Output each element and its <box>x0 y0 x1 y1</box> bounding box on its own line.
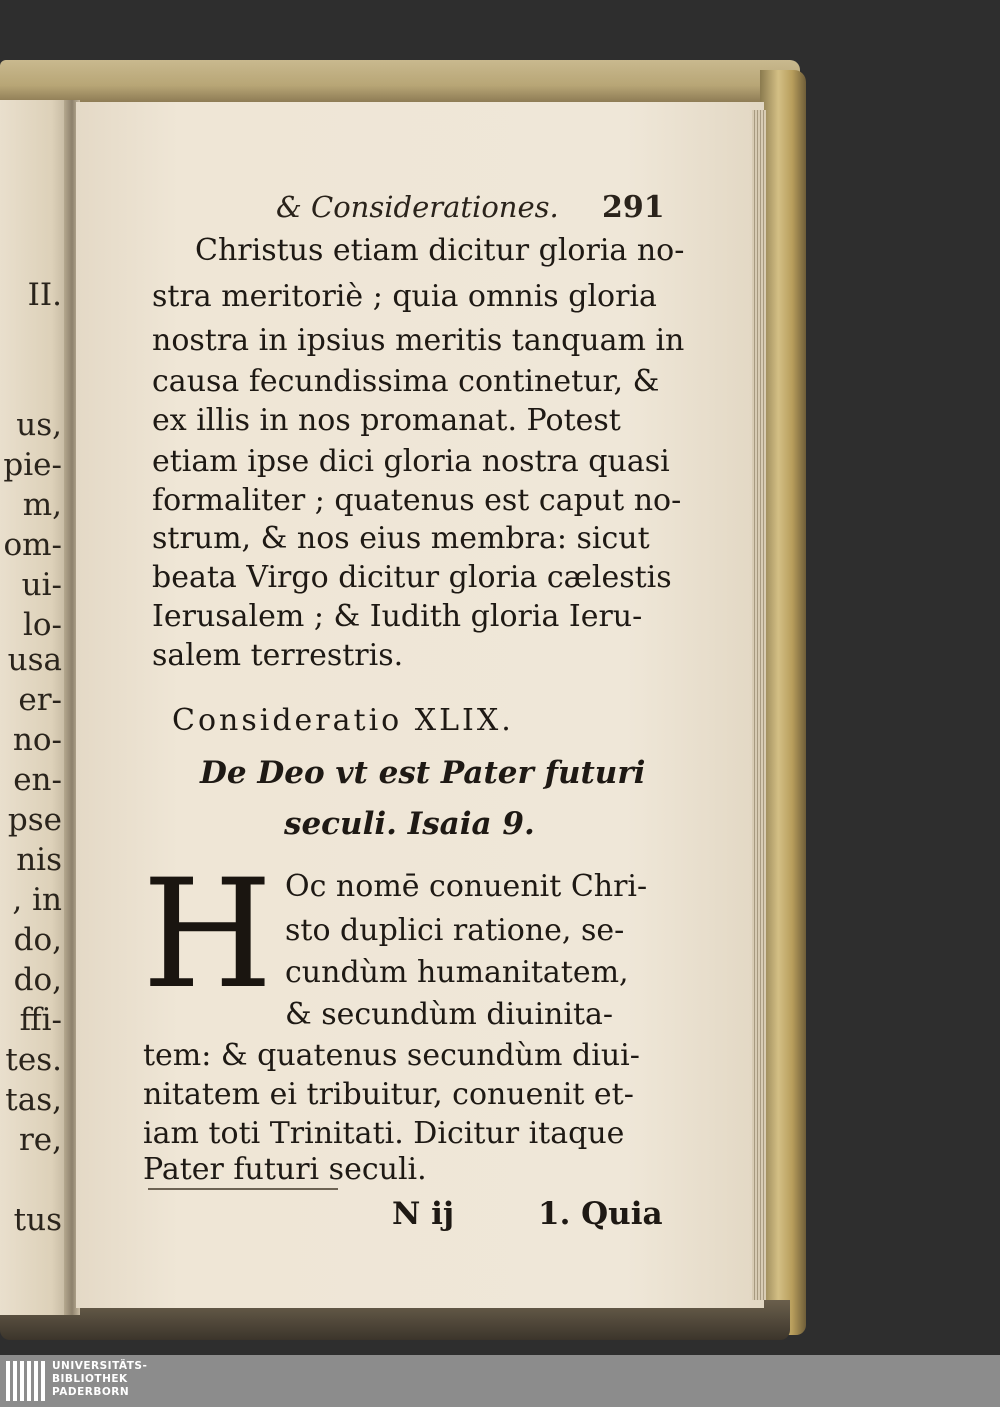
left-page-text-fragment: do, <box>13 962 62 998</box>
left-page-text-fragment: us, <box>16 407 62 443</box>
library-name-line-1: UNIVERSITÄTS- <box>52 1360 148 1372</box>
left-page-text-fragment: pse <box>7 802 62 838</box>
text-line: ex illis in nos promanat. Potest <box>152 403 621 438</box>
text-line: beata Virgo dicitur gloria cælestis <box>152 560 672 595</box>
library-name-line-3: PADERBORN <box>52 1386 130 1398</box>
section-subheading-line-1: De Deo vt est Pater futuri <box>200 755 646 791</box>
text-line: Oc nomē conuenit Chri- <box>285 869 648 904</box>
left-page-text-fragment: ffi- <box>19 1002 62 1038</box>
cover-top-edge <box>0 60 800 102</box>
left-page-text-fragment: no- <box>12 722 62 758</box>
drop-cap: H <box>142 848 273 1022</box>
left-page-text-fragment: , in <box>12 882 62 918</box>
catchword: 1. Quia <box>538 1196 663 1232</box>
text-line: & secundùm diuinita- <box>285 997 614 1032</box>
left-page-text-fragment: pie- <box>3 447 62 483</box>
left-page-text-fragment: II. <box>27 277 62 313</box>
text-line: iam toti Trinitati. Dicitur itaque <box>143 1116 625 1151</box>
left-page-text-fragment: usa <box>7 642 62 678</box>
text-line: Ierusalem ; & Iudith gloria Ieru- <box>152 599 643 634</box>
text-line: sto duplici ratione, se- <box>285 913 625 948</box>
left-page-text-fragment: do, <box>13 922 62 958</box>
left-page-text-fragment: lo- <box>22 607 62 643</box>
left-page-text-fragment: tas, <box>5 1082 62 1118</box>
left-page-text-fragment: om- <box>3 527 62 563</box>
text-line: nitatem ei tribuitur, conuenit et- <box>143 1077 634 1112</box>
text-line: Christus etiam dicitur gloria no- <box>195 233 685 268</box>
text-line: causa fecundissima continetur, & <box>152 364 660 399</box>
left-page-text-fragment: er- <box>18 682 62 718</box>
left-page-text-fragment: ui- <box>21 567 62 603</box>
left-page-text-fragment: m, <box>22 487 62 523</box>
left-page-text-fragment: re, <box>18 1122 62 1158</box>
left-page-text-fragment: tes. <box>5 1042 62 1078</box>
text-line: stra meritoriè ; quia omnis gloria <box>152 279 657 314</box>
text-line: salem terrestris. <box>152 638 404 673</box>
text-line: Pater futuri seculi. <box>143 1152 427 1187</box>
end-rule <box>148 1188 338 1190</box>
library-name <box>52 1360 147 1399</box>
library-logo-icon <box>6 1361 46 1401</box>
page-edges <box>752 110 766 1300</box>
text-line: etiam ipse dici gloria nostra quasi <box>152 444 670 479</box>
text-line: tem: & quatenus secundùm diui- <box>143 1038 640 1073</box>
section-subheading-line-2: seculi. Isaia 9. <box>284 806 535 842</box>
footer-band <box>0 1355 1000 1407</box>
left-page-text-fragment: nis <box>16 842 62 878</box>
page-number: 291 <box>602 190 665 225</box>
running-head: & Considerationes. <box>276 190 559 224</box>
cover-spine-edge <box>760 70 806 1335</box>
section-heading: Consideratio XLIX. <box>172 703 514 738</box>
left-page-text-fragment: tus <box>13 1202 62 1238</box>
text-line: nostra in ipsius meritis tanquam in <box>152 323 685 358</box>
text-line: cundùm humanitatem, <box>285 955 629 990</box>
left-page <box>0 100 74 1315</box>
library-name-line-2: BIBLIOTHEK <box>52 1373 128 1385</box>
text-line: formaliter ; quatenus est caput no- <box>152 483 682 518</box>
signature-mark: N ij <box>392 1196 455 1232</box>
left-page-text-fragment: en- <box>13 762 62 798</box>
text-line: strum, & nos eius membra: sicut <box>152 521 650 556</box>
